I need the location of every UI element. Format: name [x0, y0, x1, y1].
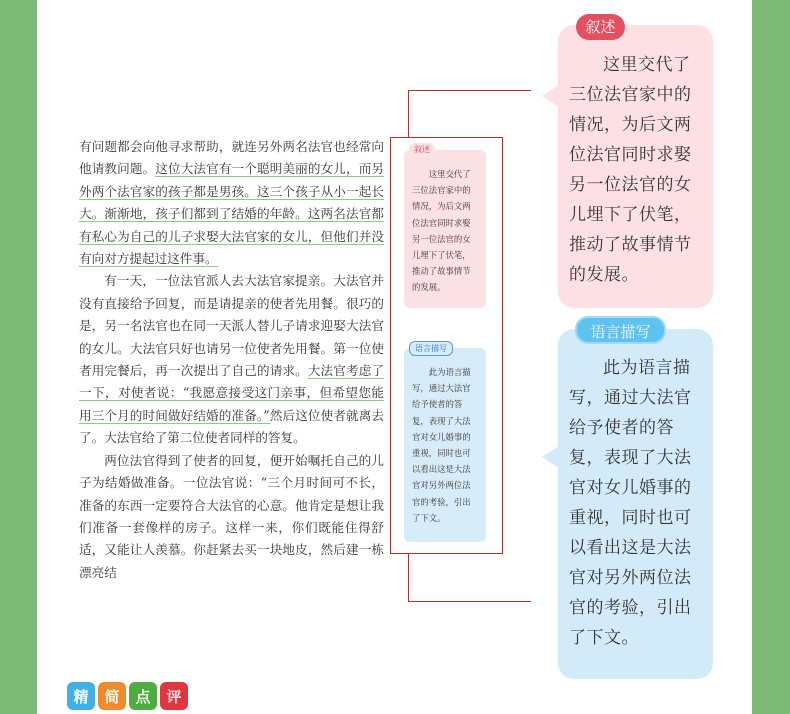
narration-tag: 叙述: [576, 14, 625, 40]
badge-ping: 评: [160, 682, 188, 710]
connector-bottom: [408, 554, 531, 602]
mini-note-language: [404, 344, 486, 542]
mini-note-narration-text: 这里交代了三位法官家中的情况，为后文两位法官同时求娶另一位法官的女儿埋下了伏笔，推动了故事情节的发展。: [412, 169, 471, 293]
badge-jing: 精: [67, 682, 95, 710]
body-text: [79, 136, 384, 584]
badge-jian: 简: [98, 682, 126, 710]
mini-tag-narration: 叙述: [409, 143, 435, 156]
badge-dian: 点: [129, 682, 157, 710]
connector-top: [408, 90, 531, 138]
narration-pointer: [542, 85, 559, 107]
paragraph-1: [79, 136, 384, 270]
underlined-sentence-1: 这位大法官有一个聪明美丽的女儿，而另外两个法官家的孩子都是男孩。: [79, 161, 385, 199]
language-bubble: [558, 329, 713, 679]
narration-bubble: [558, 25, 713, 308]
underlined-sentence-3: 大法官考虑了一下，对使者说：“我愿意接受这门亲事，但希望您能用三个月的时间做好结婚的准备。”: [79, 363, 385, 423]
paragraph-3: 两位法官得到了使者的回复，便开始嘱托自己的儿子为结婚做准备。一位法官说：“三个月时间可不长，准备的东西一定要符合大法官的心意。他肯定是想让我们准备一套像样的房子。这样一来，你们既能住得舒适，又能让人羡慕。你赶紧去买一块地皮，然后建一栋漂亮结: [79, 452, 384, 580]
underlined-sentence-2: 这三个孩子从小一起长大。渐渐地，孩子们都到了结婚的年龄。这两名法官都有私心为自己的儿子求娶大法官家的女儿，但他们并没有向对方提起过这件事。: [79, 183, 385, 267]
mini-tag-language: 语言描写: [409, 341, 453, 356]
narration-text: 这里交代了三位法官家中的情况，为后文两位法官同时求娶另一位法官的女儿埋下了伏笔，推动了故事情节的发展。: [569, 55, 692, 285]
language-text: 此为语言描写，通过大法官给予使者的答复，表现了大法官对女儿婚事的重视，同时也可以看出这是大法官对另外两位法官的考验，引出了下文。: [569, 358, 692, 648]
mini-note-narration: [404, 145, 486, 308]
mini-note-language-text: 此为语言描写，通过大法官给予使者的答复，表现了大法官对女儿婚事的重视，同时也可以看出这是大法官对另外两位法官的考验，引出了下文。: [412, 367, 471, 523]
p1-plain: 有问题都会向他寻求帮助，就连另外两名法官也经常向他请教问题。: [79, 139, 384, 177]
language-tag: 语言描写: [575, 316, 666, 344]
language-pointer: [542, 446, 559, 468]
paragraph-2: [79, 270, 384, 449]
p2-plain-b: 然后这位使者就离去了。大法官给了第二位使者同样的答复。: [79, 407, 385, 446]
p2-plain-a: 有一天，一位法官派人去大法官家提亲。大法官并没有直接给予回复，而是请提亲的使者先用餐。很巧的是，另一名法官也在同一天派人替儿子请求迎娶大法官的女儿。大法官只好也请另一位使者先用餐。第一位使者用完餐后，再一次提出了自己的请求。: [79, 273, 384, 379]
section-badges: [67, 682, 188, 710]
